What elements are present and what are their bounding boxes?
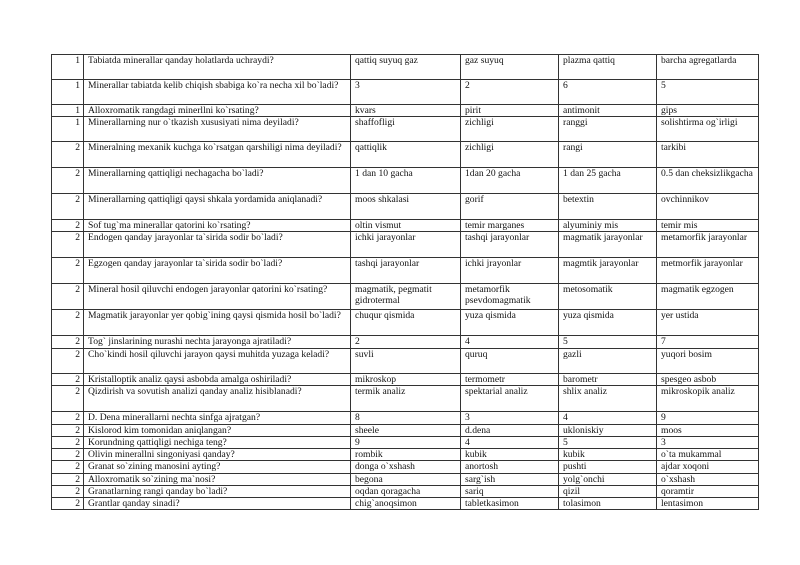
answer-d-cell: 3	[657, 437, 759, 449]
answer-b-cell: tashqi jarayonlar	[461, 232, 559, 258]
answer-c-cell: magmtik jarayonlar	[559, 258, 657, 284]
answer-c-cell: kubik	[559, 449, 657, 461]
answer-b-cell: 2	[461, 80, 559, 105]
answer-c-cell: plazma qattiq	[559, 55, 657, 80]
level-cell: 2	[52, 232, 84, 258]
answer-c-cell: metosomatik	[559, 284, 657, 310]
answer-a-cell: mikroskop	[351, 373, 461, 385]
table-row	[52, 373, 759, 385]
level-cell: 2	[52, 449, 84, 461]
answer-c-cell: barometr	[559, 373, 657, 385]
answer-c-cell: 1 dan 25 gacha	[559, 168, 657, 194]
answer-b-cell: d.dena	[461, 424, 559, 436]
answer-a-cell: suvli	[351, 348, 461, 373]
level-cell: 2	[52, 424, 84, 436]
table-row	[52, 220, 759, 232]
quiz-table-body	[52, 55, 759, 510]
answer-b-cell: gorif	[461, 194, 559, 220]
answer-c-cell: ukloniskiy	[559, 424, 657, 436]
answer-a-cell: qattiq suyuq gaz	[351, 55, 461, 80]
answer-b-cell: pirit	[461, 105, 559, 117]
level-cell: 2	[52, 310, 84, 336]
answer-b-cell: 1dan 20 gacha	[461, 168, 559, 194]
table-row	[52, 80, 759, 105]
answer-c-cell: pushti	[559, 461, 657, 473]
answer-b-cell: sariq	[461, 485, 559, 497]
answer-c-cell: tolasimon	[559, 498, 657, 510]
answer-b-cell: 4	[461, 437, 559, 449]
answer-d-cell: solishtirma og`irligi	[657, 117, 759, 142]
level-cell: 2	[52, 461, 84, 473]
level-cell: 2	[52, 220, 84, 232]
answer-a-cell: oqdan qoragacha	[351, 485, 461, 497]
answer-b-cell: temir marganes	[461, 220, 559, 232]
level-cell: 2	[52, 411, 84, 424]
answer-a-cell: magmatik, pegmatit gidrotermal	[351, 284, 461, 310]
answer-a-cell: 1 dan 10 gacha	[351, 168, 461, 194]
table-row	[52, 424, 759, 436]
answer-d-cell: metmorfik jarayonlar	[657, 258, 759, 284]
question-cell: Minerallarning qattiqligi nechagacha bo`ladi?	[84, 168, 351, 194]
answer-a-cell: chig`anoqsimon	[351, 498, 461, 510]
level-cell: 2	[52, 168, 84, 194]
answer-a-cell: sheele	[351, 424, 461, 436]
table-row	[52, 485, 759, 497]
table-row	[52, 437, 759, 449]
question-cell: Olivin minerallni singoniyasi qanday?	[84, 449, 351, 461]
answer-d-cell: yuqori bosim	[657, 348, 759, 373]
table-row	[52, 194, 759, 220]
answer-d-cell: 9	[657, 411, 759, 424]
question-cell: Kristalloptik analiz qaysi asbobda amalga oshiriladi?	[84, 373, 351, 385]
answer-b-cell: quruq	[461, 348, 559, 373]
answer-b-cell: termometr	[461, 373, 559, 385]
answer-d-cell: temir mis	[657, 220, 759, 232]
quiz-table	[51, 54, 759, 510]
level-cell: 2	[52, 473, 84, 485]
answer-d-cell: qoramtir	[657, 485, 759, 497]
answer-b-cell: yuza qismida	[461, 310, 559, 336]
answer-a-cell: chuqur qismida	[351, 310, 461, 336]
answer-a-cell: begona	[351, 473, 461, 485]
table-row	[52, 258, 759, 284]
question-cell: Qizdirish va sovutish analizi qanday analiz hisiblanadi?	[84, 385, 351, 411]
answer-d-cell: mikroskopik analiz	[657, 385, 759, 411]
question-cell: Sof tug`ma minerallar qatorini ko`rsating?	[84, 220, 351, 232]
answer-c-cell: betextin	[559, 194, 657, 220]
table-row	[52, 284, 759, 310]
answer-c-cell: magmatik jarayonlar	[559, 232, 657, 258]
level-cell: 1	[52, 55, 84, 80]
level-cell: 2	[52, 385, 84, 411]
answer-d-cell: metamorfik jarayonlar	[657, 232, 759, 258]
level-cell: 1	[52, 80, 84, 105]
answer-b-cell: gaz suyuq	[461, 55, 559, 80]
answer-a-cell: tashqi jarayonlar	[351, 258, 461, 284]
question-cell: Minerallarning nur o`tkazish xususiyati nima deyiladi?	[84, 117, 351, 142]
table-row	[52, 142, 759, 168]
level-cell: 2	[52, 373, 84, 385]
question-cell: Kislorod kim tomonidan aniqlangan?	[84, 424, 351, 436]
level-cell: 2	[52, 258, 84, 284]
question-cell: Mineralning mexanik kuchga ko`rsatgan qarshiligi nima deyiladi?	[84, 142, 351, 168]
answer-c-cell: yuza qismida	[559, 310, 657, 336]
table-row	[52, 232, 759, 258]
table-row	[52, 168, 759, 194]
answer-c-cell: alyuminiy mis	[559, 220, 657, 232]
table-row	[52, 473, 759, 485]
answer-d-cell: barcha agregatlarda	[657, 55, 759, 80]
answer-b-cell: ichki jrayonlar	[461, 258, 559, 284]
answer-a-cell: 2	[351, 336, 461, 348]
question-cell: D. Dena minerallarni nechta sinfga ajratgan?	[84, 411, 351, 424]
table-row	[52, 449, 759, 461]
question-cell: Tog` jinslarining nurashi nechta jarayonga ajratiladi?	[84, 336, 351, 348]
answer-a-cell: kvars	[351, 105, 461, 117]
table-row	[52, 336, 759, 348]
question-cell: Alloxromatik so`zining ma`nosi?	[84, 473, 351, 485]
answer-c-cell: ranggi	[559, 117, 657, 142]
answer-c-cell: yolg`onchi	[559, 473, 657, 485]
table-row	[52, 411, 759, 424]
table-row	[52, 55, 759, 80]
question-cell: Egzogen qanday jarayonlar ta`sirida sodir bo`ladi?	[84, 258, 351, 284]
question-cell: Magmatik jarayonlar yer qobig`ining qaysi qismida hosil bo`ladi?	[84, 310, 351, 336]
question-cell: Granat so`zining manosini ayting?	[84, 461, 351, 473]
answer-d-cell: o`xshash	[657, 473, 759, 485]
table-row	[52, 461, 759, 473]
question-cell: Endogen qanday jarayonlar ta`sirida sodir bo`ladi?	[84, 232, 351, 258]
answer-b-cell: sarg`ish	[461, 473, 559, 485]
answer-c-cell: 4	[559, 411, 657, 424]
answer-d-cell: o`ta mukammal	[657, 449, 759, 461]
answer-d-cell: moos	[657, 424, 759, 436]
answer-c-cell: rangi	[559, 142, 657, 168]
answer-a-cell: 3	[351, 80, 461, 105]
answer-a-cell: 8	[351, 411, 461, 424]
answer-c-cell: shlix analiz	[559, 385, 657, 411]
answer-a-cell: rombik	[351, 449, 461, 461]
answer-d-cell: gips	[657, 105, 759, 117]
table-row	[52, 117, 759, 142]
answer-d-cell: 7	[657, 336, 759, 348]
answer-a-cell: moos shkalasi	[351, 194, 461, 220]
answer-b-cell: tabletkasimon	[461, 498, 559, 510]
table-row	[52, 348, 759, 373]
level-cell: 1	[52, 105, 84, 117]
question-cell: Cho`kindi hosil qiluvchi jarayon qaysi muhitda yuzaga keladi?	[84, 348, 351, 373]
answer-c-cell: 5	[559, 336, 657, 348]
answer-d-cell: spesgeo asbob	[657, 373, 759, 385]
answer-c-cell: qizil	[559, 485, 657, 497]
answer-b-cell: 4	[461, 336, 559, 348]
answer-b-cell: metamorfik psevdomagmatik	[461, 284, 559, 310]
answer-a-cell: termik analiz	[351, 385, 461, 411]
answer-a-cell: 9	[351, 437, 461, 449]
answer-d-cell: ovchinnikov	[657, 194, 759, 220]
question-cell: Minerallarning qattiqligi qaysi shkala yordamida aniqlanadi?	[84, 194, 351, 220]
answer-b-cell: kubik	[461, 449, 559, 461]
answer-b-cell: anortosh	[461, 461, 559, 473]
answer-c-cell: 5	[559, 437, 657, 449]
answer-a-cell: oltin vismut	[351, 220, 461, 232]
answer-a-cell: shaffofligi	[351, 117, 461, 142]
question-cell: Korundning qattiqligi nechiga teng?	[84, 437, 351, 449]
answer-c-cell: gazli	[559, 348, 657, 373]
level-cell: 2	[52, 194, 84, 220]
level-cell: 2	[52, 284, 84, 310]
answer-d-cell: yer ustida	[657, 310, 759, 336]
question-cell: Tabiatda minerallar qanday holatlarda uchraydi?	[84, 55, 351, 80]
level-cell: 1	[52, 117, 84, 142]
answer-a-cell: qattiqlik	[351, 142, 461, 168]
answer-a-cell: ichki jarayonlar	[351, 232, 461, 258]
answer-c-cell: antimonit	[559, 105, 657, 117]
level-cell: 2	[52, 498, 84, 510]
answer-d-cell: tarkibi	[657, 142, 759, 168]
question-cell: Mineral hosil qiluvchi endogen jarayonlar qatorini ko`rsating?	[84, 284, 351, 310]
answer-d-cell: ajdar xoqoni	[657, 461, 759, 473]
question-cell: Grantlar qanday sinadi?	[84, 498, 351, 510]
level-cell: 2	[52, 142, 84, 168]
answer-b-cell: zichligi	[461, 117, 559, 142]
answer-d-cell: magmatik egzogen	[657, 284, 759, 310]
question-cell: Minerallar tabiatda kelib chiqish sbabiga ko`ra necha xil bo`ladi?	[84, 80, 351, 105]
answer-b-cell: 3	[461, 411, 559, 424]
level-cell: 2	[52, 348, 84, 373]
level-cell: 2	[52, 485, 84, 497]
answer-a-cell: donga o`xshash	[351, 461, 461, 473]
answer-c-cell: 6	[559, 80, 657, 105]
question-cell: Alloxromatik rangdagi minerllni ko`rsating?	[84, 105, 351, 117]
answer-d-cell: lentasimon	[657, 498, 759, 510]
table-row	[52, 310, 759, 336]
table-row	[52, 105, 759, 117]
question-cell: Granatlarning rangi qanday bo`ladi?	[84, 485, 351, 497]
answer-d-cell: 0.5 dan cheksizlikgacha	[657, 168, 759, 194]
answer-b-cell: zichligi	[461, 142, 559, 168]
level-cell: 2	[52, 437, 84, 449]
table-row	[52, 385, 759, 411]
table-row	[52, 498, 759, 510]
answer-b-cell: spektarial analiz	[461, 385, 559, 411]
answer-d-cell: 5	[657, 80, 759, 105]
level-cell: 2	[52, 336, 84, 348]
